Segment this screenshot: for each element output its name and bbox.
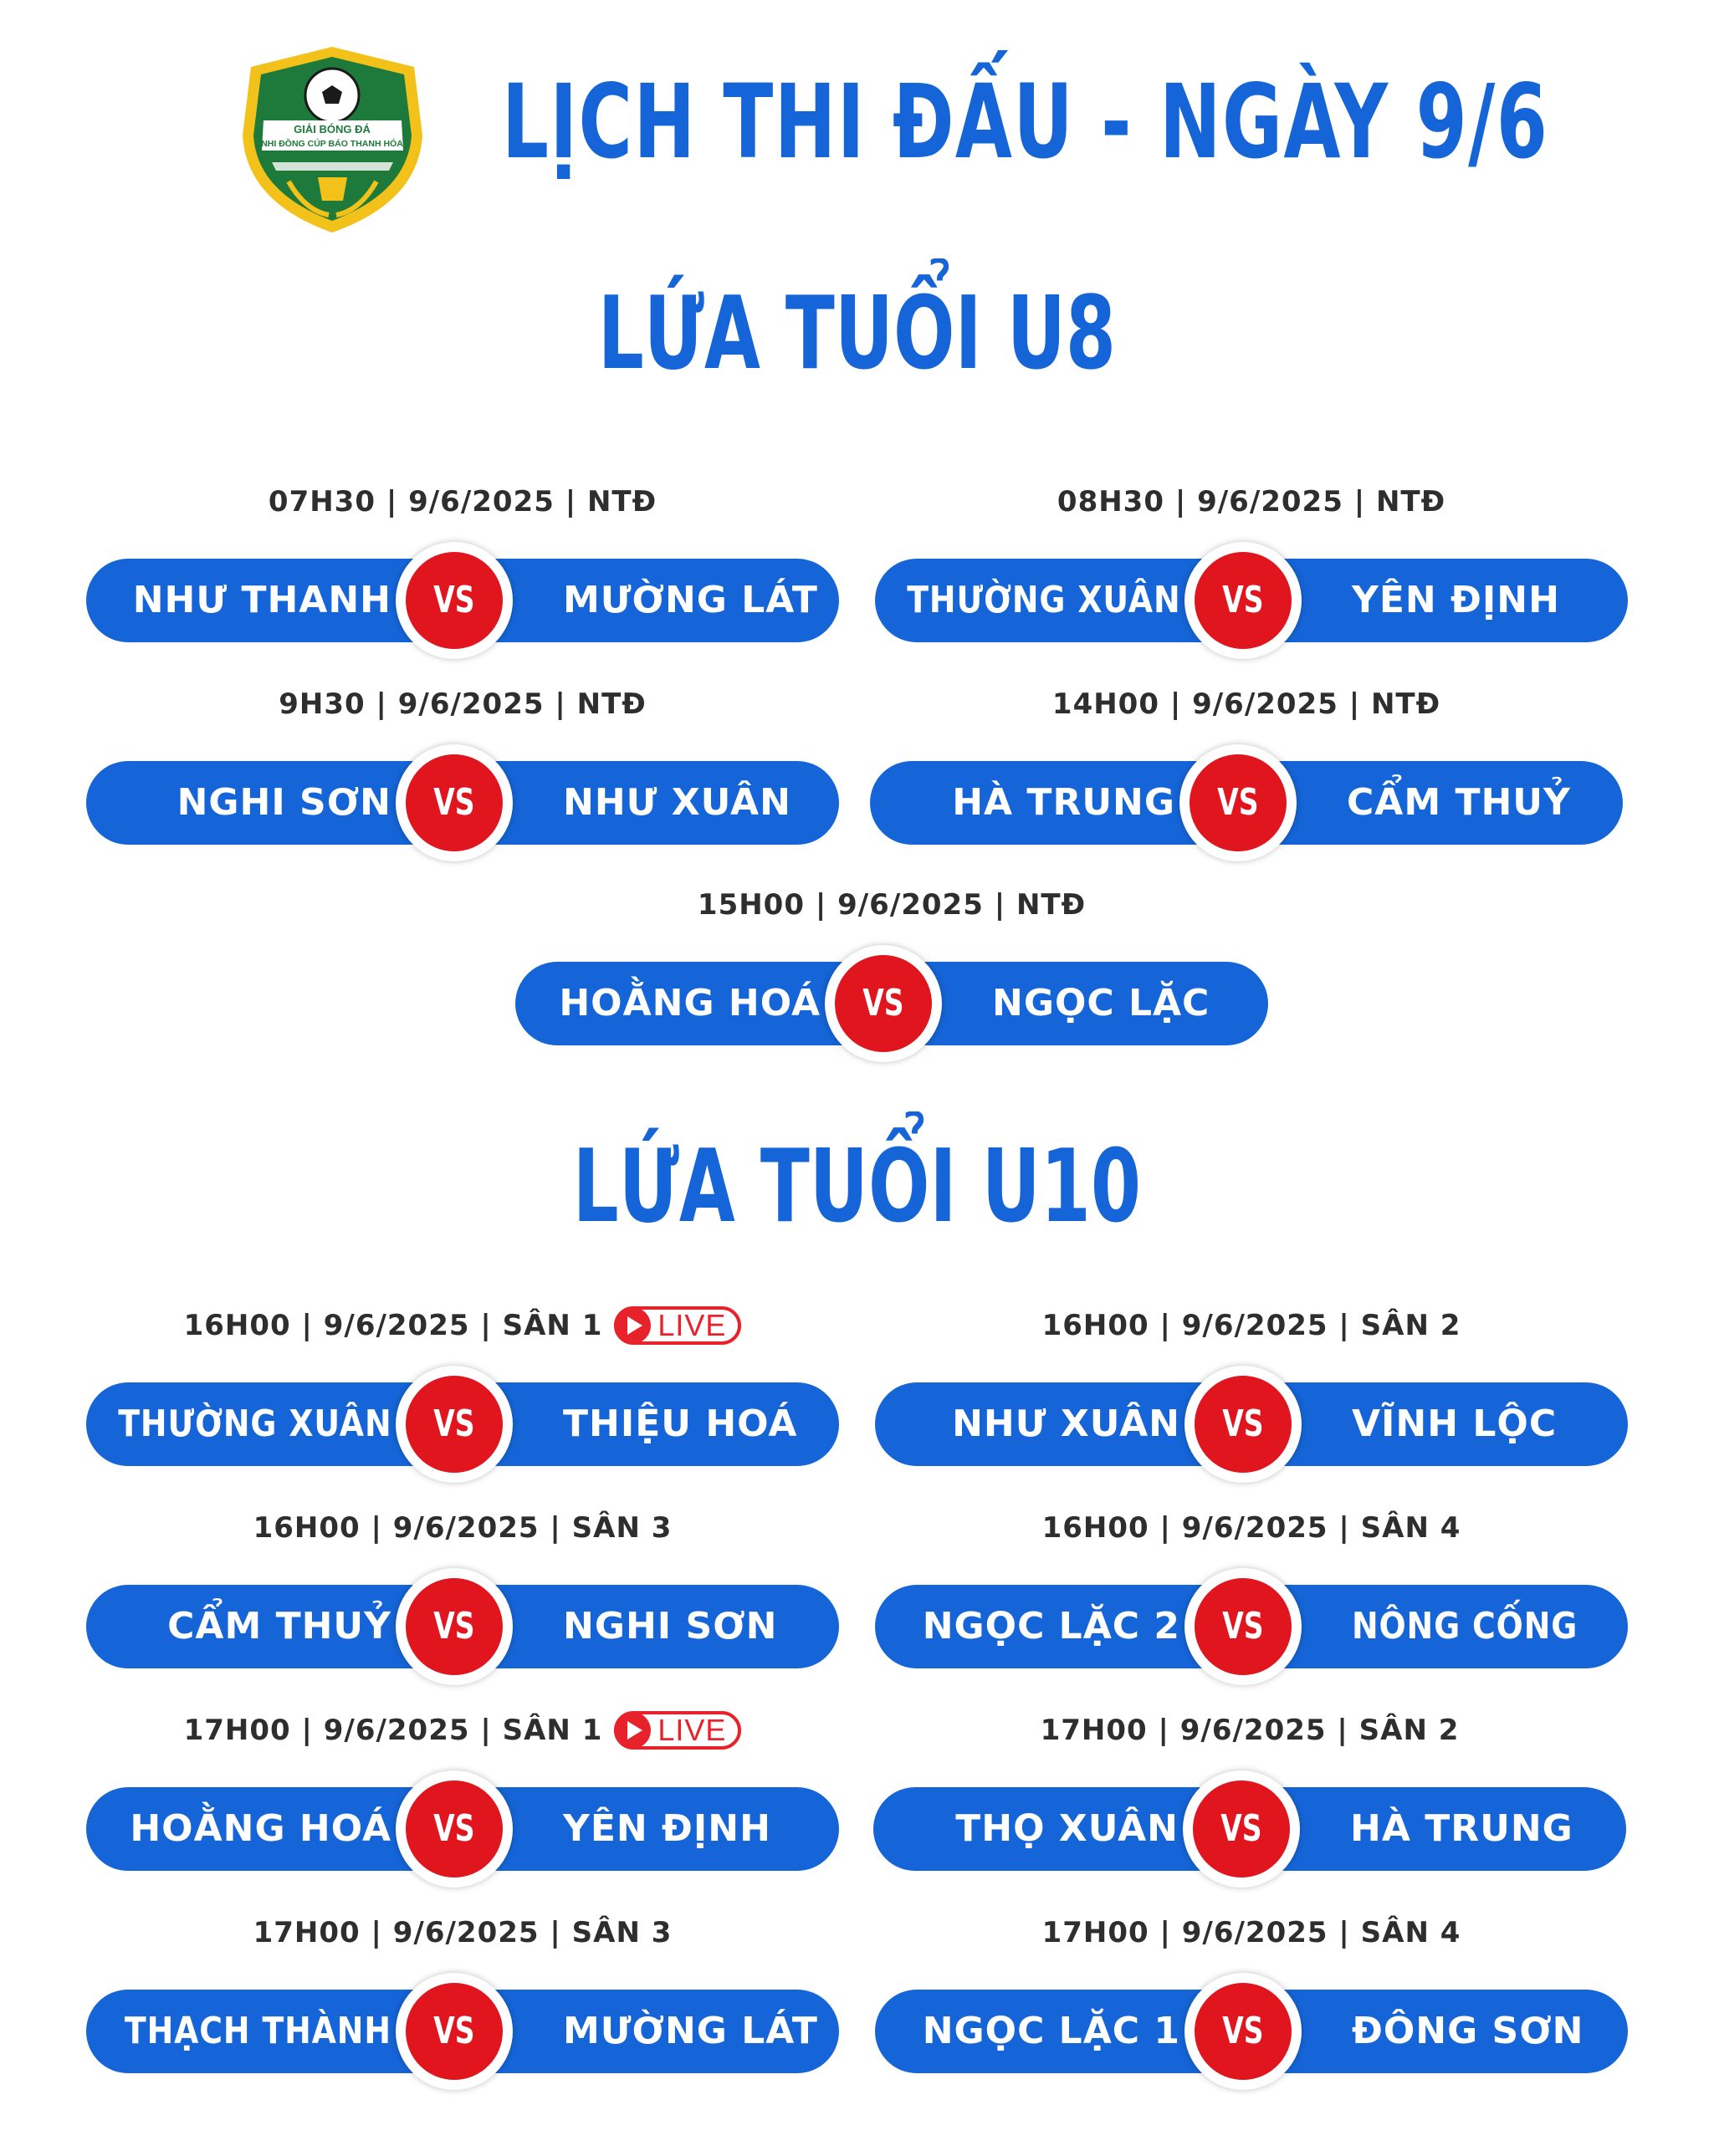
logo-text-line2: NHI ĐỒNG CÚP BÁO THANH HÓA <box>261 139 403 149</box>
match-meta: 08H30 | 9/6/2025 | NTĐ <box>1057 485 1446 519</box>
home-team: THƯỜNG XUÂN <box>117 1402 391 1445</box>
vs-badge: VS <box>1195 1376 1292 1473</box>
vs-badge: VS <box>1193 1780 1290 1878</box>
match-bar <box>875 559 1628 642</box>
match-card <box>875 1510 1628 1668</box>
home-team: HOẰNG HOÁ <box>130 1807 391 1850</box>
match-card <box>86 686 839 845</box>
tournament-logo <box>238 43 427 236</box>
match-meta: 16H00 | 9/6/2025 | SÂN 3 <box>253 1511 673 1545</box>
home-team: HOẰNG HOÁ <box>559 982 821 1024</box>
home-team: HÀ TRUNG <box>952 781 1175 824</box>
away-team: THIỆU HOÁ <box>563 1402 798 1445</box>
match-meta: 15H00 | 9/6/2025 | NTĐ <box>697 888 1087 922</box>
match-bar <box>873 1787 1626 1871</box>
live-button[interactable]: LIVE <box>614 1306 741 1345</box>
away-team: CẨM THUỶ <box>1347 781 1571 824</box>
away-team: NGHI SƠN <box>563 1605 778 1648</box>
vs-badge: VS <box>406 552 503 649</box>
match-card <box>86 1914 839 2073</box>
match-card <box>86 1307 839 1466</box>
match-card <box>870 686 1623 845</box>
home-team: NGỌC LẶC 2 <box>922 1605 1180 1648</box>
match-bar <box>515 962 1268 1045</box>
away-team: VĨNH LỘC <box>1352 1402 1558 1445</box>
match-bar <box>86 559 839 642</box>
home-team: CẨM THUỶ <box>167 1605 391 1648</box>
match-meta: 14H00 | 9/6/2025 | NTĐ <box>1051 687 1441 721</box>
vs-badge: VS <box>406 1578 503 1675</box>
vs-badge: VS <box>1195 1578 1292 1675</box>
home-team: NGHI SƠN <box>177 781 391 824</box>
page-title: LỊCH THI ĐẤU - NGÀY 9/6 <box>502 63 1549 181</box>
home-team: THỌ XUÂN <box>955 1807 1179 1850</box>
live-button[interactable]: LIVE <box>614 1711 741 1750</box>
away-team: NGỌC LẶC <box>992 982 1210 1024</box>
section-title-u8: LỨA TUỔI U8 <box>597 276 1116 392</box>
match-meta: 07H30 | 9/6/2025 | NTĐ <box>268 485 657 519</box>
away-team: MƯỜNG LÁT <box>563 579 818 621</box>
vs-badge: VS <box>835 955 932 1052</box>
match-bar <box>875 1990 1628 2073</box>
vs-badge: VS <box>1190 754 1287 851</box>
home-team: NHƯ XUÂN <box>952 1402 1180 1445</box>
match-card <box>515 886 1268 1045</box>
match-meta: 17H00 | 9/6/2025 | SÂN 3 <box>253 1916 673 1949</box>
match-bar <box>86 1787 839 1871</box>
home-team: NGỌC LẶC 1 <box>922 2010 1180 2052</box>
match-card <box>873 1712 1626 1871</box>
vs-badge: VS <box>406 1376 503 1473</box>
away-team: ĐÔNG SƠN <box>1352 2010 1584 2052</box>
home-team: NHƯ THANH <box>132 579 391 621</box>
away-team: YÊN ĐỊNH <box>1352 579 1560 621</box>
match-meta: 16H00 | 9/6/2025 | SÂN 2 <box>1041 1309 1461 1342</box>
match-card <box>875 1914 1628 2073</box>
vs-badge: VS <box>406 754 503 851</box>
away-team: MƯỜNG LÁT <box>563 2010 818 2052</box>
vs-badge: VS <box>406 1983 503 2080</box>
match-bar <box>875 1585 1628 1668</box>
match-card <box>86 1712 839 1871</box>
match-meta: 17H00 | 9/6/2025 | SÂN 1 LIVE <box>86 1712 839 1749</box>
section-title-u10: LỨA TUỔI U10 <box>572 1129 1142 1245</box>
play-icon <box>614 1307 651 1344</box>
match-meta: 17H00 | 9/6/2025 | SÂN 4 <box>1041 1916 1461 1949</box>
match-meta: 16H00 | 9/6/2025 | SÂN 4 <box>1041 1511 1461 1545</box>
match-card <box>875 483 1628 642</box>
match-bar <box>86 1990 839 2073</box>
match-bar <box>86 761 839 845</box>
match-bar <box>86 1585 839 1668</box>
vs-badge: VS <box>406 1780 503 1878</box>
home-team: THẠCH THÀNH <box>125 2010 391 2052</box>
match-bar <box>875 1382 1628 1466</box>
home-team: THƯỜNG XUÂN <box>906 579 1180 621</box>
away-team: NHƯ XUÂN <box>563 781 791 824</box>
away-team: YÊN ĐỊNH <box>563 1807 771 1850</box>
match-bar <box>86 1382 839 1466</box>
match-card <box>86 483 839 642</box>
vs-badge: VS <box>1195 1983 1292 2080</box>
away-team: NÔNG CỐNG <box>1352 1605 1578 1648</box>
match-bar <box>870 761 1623 845</box>
vs-badge: VS <box>1195 552 1292 649</box>
play-icon <box>614 1712 651 1749</box>
match-meta: 17H00 | 9/6/2025 | SÂN 2 <box>1040 1714 1460 1747</box>
match-card <box>86 1510 839 1668</box>
match-meta: 9H30 | 9/6/2025 | NTĐ <box>279 687 647 721</box>
match-meta: 16H00 | 9/6/2025 | SÂN 1 LIVE <box>86 1307 839 1344</box>
logo-text-line1: GIẢI BÓNG ĐÁ <box>294 123 371 135</box>
away-team: HÀ TRUNG <box>1350 1807 1573 1850</box>
match-card <box>875 1307 1628 1466</box>
